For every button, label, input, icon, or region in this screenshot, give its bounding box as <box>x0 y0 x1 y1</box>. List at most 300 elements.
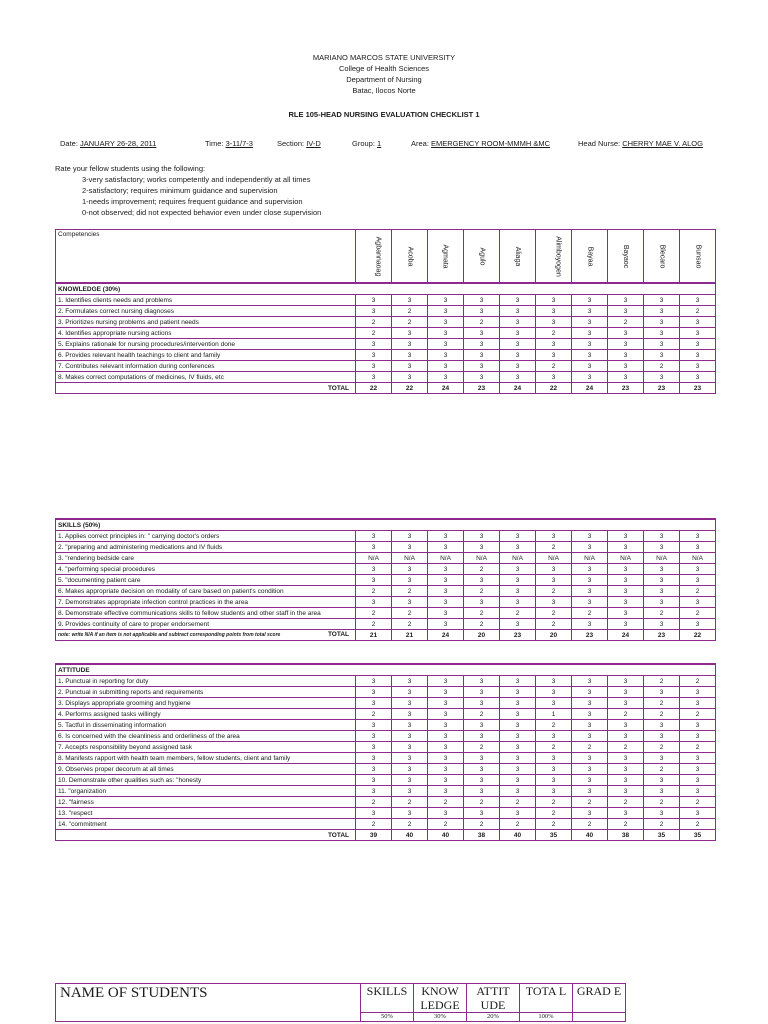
score-cell: 3 <box>644 372 680 383</box>
score-cell: 3 <box>428 709 464 720</box>
score-cell: 3 <box>680 542 716 553</box>
score-cell: 3 <box>356 753 392 764</box>
total-label-cell <box>56 630 356 641</box>
score-cell: 3 <box>464 542 500 553</box>
score-cell: 3 <box>608 753 644 764</box>
criterion-label: 7. Demonstrates appropriate infection control practices in the area <box>56 597 356 608</box>
score-cell: 3 <box>536 786 572 797</box>
score-cell: 2 <box>572 819 608 830</box>
score-cell: 3 <box>500 531 536 542</box>
score-cell: 2 <box>356 619 392 630</box>
score-cell: 2 <box>644 361 680 372</box>
score-cell: 3 <box>572 575 608 586</box>
score-cell: 2 <box>356 797 392 808</box>
score-cell: 3 <box>572 764 608 775</box>
score-cell: 3 <box>644 575 680 586</box>
score-cell: 3 <box>608 597 644 608</box>
table-row <box>56 619 716 630</box>
summary-table <box>55 983 626 1022</box>
section-value: IV-D <box>306 139 321 148</box>
score-cell: 3 <box>428 339 464 350</box>
score-cell: N/A <box>680 553 716 564</box>
score-cell: 3 <box>428 542 464 553</box>
score-cell: 3 <box>500 753 536 764</box>
student-name-cell <box>536 230 572 284</box>
score-cell: 3 <box>680 575 716 586</box>
score-cell: 3 <box>500 676 536 687</box>
score-cell: 3 <box>680 731 716 742</box>
total-cell: 22 <box>356 383 392 394</box>
score-cell: 3 <box>536 306 572 317</box>
summary-pct-total: 100% <box>520 1013 573 1022</box>
score-cell: 3 <box>464 372 500 383</box>
time-info: Time: 3-11/7-3 <box>205 139 253 148</box>
score-cell: 2 <box>356 608 392 619</box>
score-cell: 3 <box>644 753 680 764</box>
score-cell: 3 <box>356 731 392 742</box>
score-cell: 3 <box>392 742 428 753</box>
total-cell: 35 <box>680 830 716 841</box>
summary-pct-knowledge: 30% <box>414 1013 467 1022</box>
score-cell: 3 <box>608 372 644 383</box>
area-info: Area: EMERGENCY ROOM-MMMH &MC <box>411 139 551 148</box>
score-cell: 3 <box>356 676 392 687</box>
score-cell: 2 <box>500 797 536 808</box>
score-cell: 2 <box>392 608 428 619</box>
document-title: RLE 105-HEAD NURSING EVALUATION CHECKLIST 1 <box>288 110 480 119</box>
criterion-label: 14. "commitment <box>56 819 356 830</box>
score-cell: N/A <box>428 553 464 564</box>
score-cell: 2 <box>572 742 608 753</box>
score-cell: 3 <box>500 775 536 786</box>
score-cell: 3 <box>356 775 392 786</box>
student-name: Bayaoc <box>621 244 629 268</box>
score-cell: 3 <box>572 808 608 819</box>
table-row <box>56 786 716 797</box>
table-row <box>56 597 716 608</box>
score-cell: 3 <box>392 775 428 786</box>
total-cell: 21 <box>356 630 392 641</box>
table-row <box>56 553 716 564</box>
section-row <box>56 519 716 531</box>
score-cell: 3 <box>428 608 464 619</box>
score-cell: 3 <box>392 786 428 797</box>
table-row <box>56 698 716 709</box>
score-cell: 3 <box>500 619 536 630</box>
score-cell: 3 <box>572 372 608 383</box>
summary-col-knowledge: KNOW LEDGE <box>414 984 467 1013</box>
score-cell: 3 <box>572 709 608 720</box>
rating-scale-0: 0-not observed; did not expected behavior even under close supervision <box>82 208 322 217</box>
table-row <box>56 797 716 808</box>
score-cell: 2 <box>464 819 500 830</box>
rating-scale-1: 1-needs improvement; requires frequent guidance and supervision <box>82 197 303 206</box>
table-row <box>56 764 716 775</box>
score-cell: 3 <box>572 731 608 742</box>
total-cell: 24 <box>500 383 536 394</box>
score-cell: 2 <box>356 586 392 597</box>
criterion-label: 1. Applies correct principles in: " carrying doctor's orders <box>56 531 356 542</box>
score-cell: 3 <box>680 372 716 383</box>
score-cell: 2 <box>392 317 428 328</box>
section-row <box>56 283 716 295</box>
score-cell: 2 <box>644 764 680 775</box>
score-cell: 3 <box>644 687 680 698</box>
student-name-cell <box>356 230 392 284</box>
college-name: College of Health Sciences <box>338 64 430 73</box>
total-label-cell: TOTAL <box>56 830 356 841</box>
score-cell: 3 <box>680 350 716 361</box>
criterion-label: 6. Provides relevant health teachings to client and family <box>56 350 356 361</box>
score-cell: 3 <box>680 295 716 306</box>
criterion-label: 4. Performs assigned tasks willingly <box>56 709 356 720</box>
student-name: Bayaa <box>585 246 593 266</box>
student-name-cell <box>428 230 464 284</box>
criterion-label: 7. Accepts responsibility beyond assigned task <box>56 742 356 753</box>
score-cell: 3 <box>428 361 464 372</box>
table-row <box>56 542 716 553</box>
score-cell: 3 <box>500 731 536 742</box>
score-cell: 2 <box>608 742 644 753</box>
total-cell: 24 <box>428 630 464 641</box>
score-cell: 3 <box>392 361 428 372</box>
criterion-label: 3. Prioritizes nursing problems and patient needs <box>56 317 356 328</box>
score-cell: 3 <box>356 564 392 575</box>
score-cell: 3 <box>680 317 716 328</box>
score-cell: 3 <box>644 542 680 553</box>
score-cell: 3 <box>572 350 608 361</box>
criterion-label: 6. Makes appropriate decision on modality of care based on patient's condition <box>56 586 356 597</box>
score-cell: 3 <box>428 575 464 586</box>
total-cell: 38 <box>608 830 644 841</box>
score-cell: 3 <box>356 542 392 553</box>
table-row <box>56 687 716 698</box>
score-cell: 3 <box>608 619 644 630</box>
score-cell: 3 <box>536 339 572 350</box>
score-cell: 3 <box>572 339 608 350</box>
summary-col-total: TOTA L <box>520 984 573 1013</box>
score-cell: N/A <box>644 553 680 564</box>
score-cell: 2 <box>536 797 572 808</box>
score-cell: 3 <box>464 306 500 317</box>
score-cell: 3 <box>356 786 392 797</box>
score-cell: 2 <box>644 797 680 808</box>
score-cell: 3 <box>428 317 464 328</box>
total-cell: 35 <box>536 830 572 841</box>
score-cell: 3 <box>608 687 644 698</box>
score-cell: 3 <box>392 339 428 350</box>
score-cell: 3 <box>428 687 464 698</box>
score-cell: 3 <box>572 564 608 575</box>
total-cell: 23 <box>500 630 536 641</box>
score-cell: 3 <box>464 328 500 339</box>
rating-scale-2: 2-satisfactory; requires minimum guidance and supervision <box>82 186 278 195</box>
score-cell: 3 <box>428 564 464 575</box>
score-cell: 3 <box>536 372 572 383</box>
criterion-label: 1. Punctual in reporting for duty <box>56 676 356 687</box>
score-cell: 3 <box>608 306 644 317</box>
score-cell: 2 <box>464 586 500 597</box>
score-cell: 2 <box>536 742 572 753</box>
score-cell: 3 <box>536 531 572 542</box>
score-cell: 3 <box>680 687 716 698</box>
score-cell: 3 <box>500 372 536 383</box>
table-row <box>56 317 716 328</box>
total-cell: 23 <box>464 383 500 394</box>
score-cell: 2 <box>644 819 680 830</box>
score-cell: 3 <box>392 687 428 698</box>
score-cell: 3 <box>356 295 392 306</box>
score-cell: 2 <box>680 819 716 830</box>
score-cell: 2 <box>464 709 500 720</box>
score-cell: 3 <box>356 575 392 586</box>
total-cell: 24 <box>572 383 608 394</box>
knowledge-table <box>55 229 716 394</box>
student-name-cell <box>500 230 536 284</box>
score-cell: 3 <box>464 597 500 608</box>
score-cell: 3 <box>464 350 500 361</box>
total-row <box>56 830 716 841</box>
score-cell: 3 <box>356 306 392 317</box>
score-cell: N/A <box>536 553 572 564</box>
total-cell: 24 <box>608 630 644 641</box>
table-row <box>56 676 716 687</box>
score-cell: 3 <box>536 698 572 709</box>
student-name: Blecaro <box>657 244 665 268</box>
score-cell: 3 <box>608 328 644 339</box>
criterion-label: 8. Manifests rapport with health team members, fellow students, client and family <box>56 753 356 764</box>
score-cell: 3 <box>428 753 464 764</box>
score-cell: 3 <box>464 775 500 786</box>
score-cell: 3 <box>536 764 572 775</box>
score-cell: 3 <box>680 564 716 575</box>
score-cell: 3 <box>680 339 716 350</box>
total-cell: 40 <box>572 830 608 841</box>
score-cell: 3 <box>500 339 536 350</box>
score-cell: 3 <box>536 775 572 786</box>
score-cell: 3 <box>572 786 608 797</box>
student-name: Agbannaoag <box>374 236 382 276</box>
score-cell: 3 <box>572 753 608 764</box>
score-cell: 2 <box>680 742 716 753</box>
score-cell: 3 <box>536 597 572 608</box>
score-cell: 3 <box>356 698 392 709</box>
total-cell: 22 <box>536 383 572 394</box>
score-cell: 3 <box>680 764 716 775</box>
total-cell: 22 <box>680 630 716 641</box>
score-cell: 3 <box>500 764 536 775</box>
score-cell: 2 <box>644 676 680 687</box>
score-cell: 3 <box>644 720 680 731</box>
section-row <box>56 664 716 676</box>
score-cell: 3 <box>572 687 608 698</box>
score-cell: 2 <box>536 586 572 597</box>
total-cell: 23 <box>644 383 680 394</box>
table-row <box>56 350 716 361</box>
score-cell: 3 <box>428 731 464 742</box>
score-cell: 3 <box>392 372 428 383</box>
score-cell: 3 <box>464 720 500 731</box>
score-cell: 2 <box>392 819 428 830</box>
score-cell: 3 <box>428 295 464 306</box>
total-cell: 35 <box>644 830 680 841</box>
table-row <box>56 328 716 339</box>
total-cell: 23 <box>680 383 716 394</box>
score-cell: 3 <box>680 753 716 764</box>
score-cell: 2 <box>392 797 428 808</box>
score-cell: 3 <box>644 786 680 797</box>
score-cell: 3 <box>680 328 716 339</box>
score-cell: 3 <box>500 786 536 797</box>
score-cell: 3 <box>464 786 500 797</box>
competencies-header: Competencies <box>56 230 356 284</box>
score-cell: 2 <box>356 819 392 830</box>
score-cell: 3 <box>644 731 680 742</box>
criterion-label: 5. Tactful in disseminating information <box>56 720 356 731</box>
score-cell: 3 <box>356 361 392 372</box>
score-cell: 3 <box>680 775 716 786</box>
summary-pct-skills: 50% <box>361 1013 414 1022</box>
total-row <box>56 383 716 394</box>
table-row <box>56 819 716 830</box>
total-cell: 40 <box>392 830 428 841</box>
table-row <box>56 372 716 383</box>
score-cell: 2 <box>644 709 680 720</box>
score-cell: 3 <box>680 808 716 819</box>
score-cell: 2 <box>356 317 392 328</box>
score-cell: 3 <box>464 764 500 775</box>
score-cell: 3 <box>536 295 572 306</box>
score-cell: 2 <box>536 720 572 731</box>
criterion-label: 5. Explains rationale for nursing procedures/intervention done <box>56 339 356 350</box>
table-row <box>56 731 716 742</box>
score-cell: 3 <box>392 676 428 687</box>
score-cell: 3 <box>464 687 500 698</box>
summary-pct-attitude: 20% <box>467 1013 520 1022</box>
score-cell: 3 <box>428 619 464 630</box>
score-cell: 3 <box>572 775 608 786</box>
score-cell: 3 <box>536 676 572 687</box>
score-cell: 3 <box>500 742 536 753</box>
score-cell: 2 <box>680 797 716 808</box>
total-row <box>56 630 716 641</box>
score-cell: N/A <box>572 553 608 564</box>
score-cell: N/A <box>500 553 536 564</box>
score-cell: 3 <box>536 731 572 742</box>
score-cell: 3 <box>500 597 536 608</box>
score-cell: 3 <box>356 720 392 731</box>
criterion-label: 5. "documenting patient care <box>56 575 356 586</box>
table-row <box>56 608 716 619</box>
score-cell: 3 <box>500 295 536 306</box>
student-name: Acoba <box>405 246 413 266</box>
score-cell: 3 <box>644 339 680 350</box>
score-cell: 3 <box>680 597 716 608</box>
table-row <box>56 742 716 753</box>
student-name: Aliaga <box>514 246 521 266</box>
total-cell: 38 <box>464 830 500 841</box>
score-cell: 3 <box>500 709 536 720</box>
score-cell: 2 <box>572 797 608 808</box>
score-cell: 2 <box>680 608 716 619</box>
score-cell: 2 <box>500 819 536 830</box>
score-cell: 3 <box>572 698 608 709</box>
score-cell: 3 <box>608 731 644 742</box>
table-row <box>56 808 716 819</box>
total-cell: 23 <box>644 630 680 641</box>
score-cell: 3 <box>644 350 680 361</box>
score-cell: 3 <box>500 361 536 372</box>
criterion-label: 7. Contributes relevant information during conferences <box>56 361 356 372</box>
section-label: SKILLS (50%) <box>56 519 716 531</box>
head-nurse-value: CHERRY MAE V. ALOG <box>622 139 703 148</box>
score-cell: 3 <box>644 619 680 630</box>
score-cell: 3 <box>428 531 464 542</box>
score-cell: 3 <box>536 564 572 575</box>
score-cell: 3 <box>392 542 428 553</box>
total-cell: 40 <box>500 830 536 841</box>
summary-col-grade: GRAD E <box>573 984 626 1013</box>
total-cell: 23 <box>572 630 608 641</box>
score-cell: 3 <box>680 531 716 542</box>
note-text: note: write N/A if an item is not applicable and subtract corresponding points from total score <box>58 632 281 638</box>
score-cell: N/A <box>464 553 500 564</box>
score-cell: 3 <box>536 575 572 586</box>
university-name: MARIANO MARCOS STATE UNIVERSITY <box>312 53 456 62</box>
score-cell: N/A <box>608 553 644 564</box>
score-cell: 3 <box>392 698 428 709</box>
score-cell: 3 <box>428 775 464 786</box>
score-cell: 3 <box>428 786 464 797</box>
score-cell: 3 <box>428 372 464 383</box>
score-cell: 3 <box>464 676 500 687</box>
score-cell: 3 <box>356 687 392 698</box>
score-cell: 3 <box>428 720 464 731</box>
criterion-label: 12. "fairness <box>56 797 356 808</box>
score-cell: 3 <box>500 306 536 317</box>
score-cell: 3 <box>608 775 644 786</box>
score-cell: 3 <box>500 328 536 339</box>
total-cell: 39 <box>356 830 392 841</box>
score-cell: 3 <box>680 786 716 797</box>
score-cell: 3 <box>464 339 500 350</box>
criterion-label: 4. "performing special procedures <box>56 564 356 575</box>
table-row <box>56 531 716 542</box>
score-cell: 2 <box>536 808 572 819</box>
score-cell: 2 <box>392 619 428 630</box>
score-cell: 3 <box>428 306 464 317</box>
score-cell: 3 <box>392 564 428 575</box>
score-cell: 3 <box>392 328 428 339</box>
score-cell: 3 <box>572 328 608 339</box>
criterion-label: 6. Is concerned with the cleanliness and orderliness of the area <box>56 731 356 742</box>
criterion-label: 9. Provides continuity of care to proper endorsement <box>56 619 356 630</box>
score-cell: 3 <box>392 720 428 731</box>
criterion-label: 2. "preparing and administering medications and IV fluids <box>56 542 356 553</box>
score-cell: 2 <box>464 317 500 328</box>
table-row <box>56 361 716 372</box>
score-cell: 3 <box>392 808 428 819</box>
score-cell: 2 <box>464 797 500 808</box>
score-cell: 2 <box>608 797 644 808</box>
student-name: Bunsao <box>694 244 701 268</box>
score-cell: 2 <box>608 317 644 328</box>
score-cell: 3 <box>464 361 500 372</box>
summary-pct-grade <box>573 1013 626 1022</box>
criterion-label: 3. "rendering bedside care <box>56 553 356 564</box>
score-cell: 3 <box>500 720 536 731</box>
criterion-label: 13. "respect <box>56 808 356 819</box>
